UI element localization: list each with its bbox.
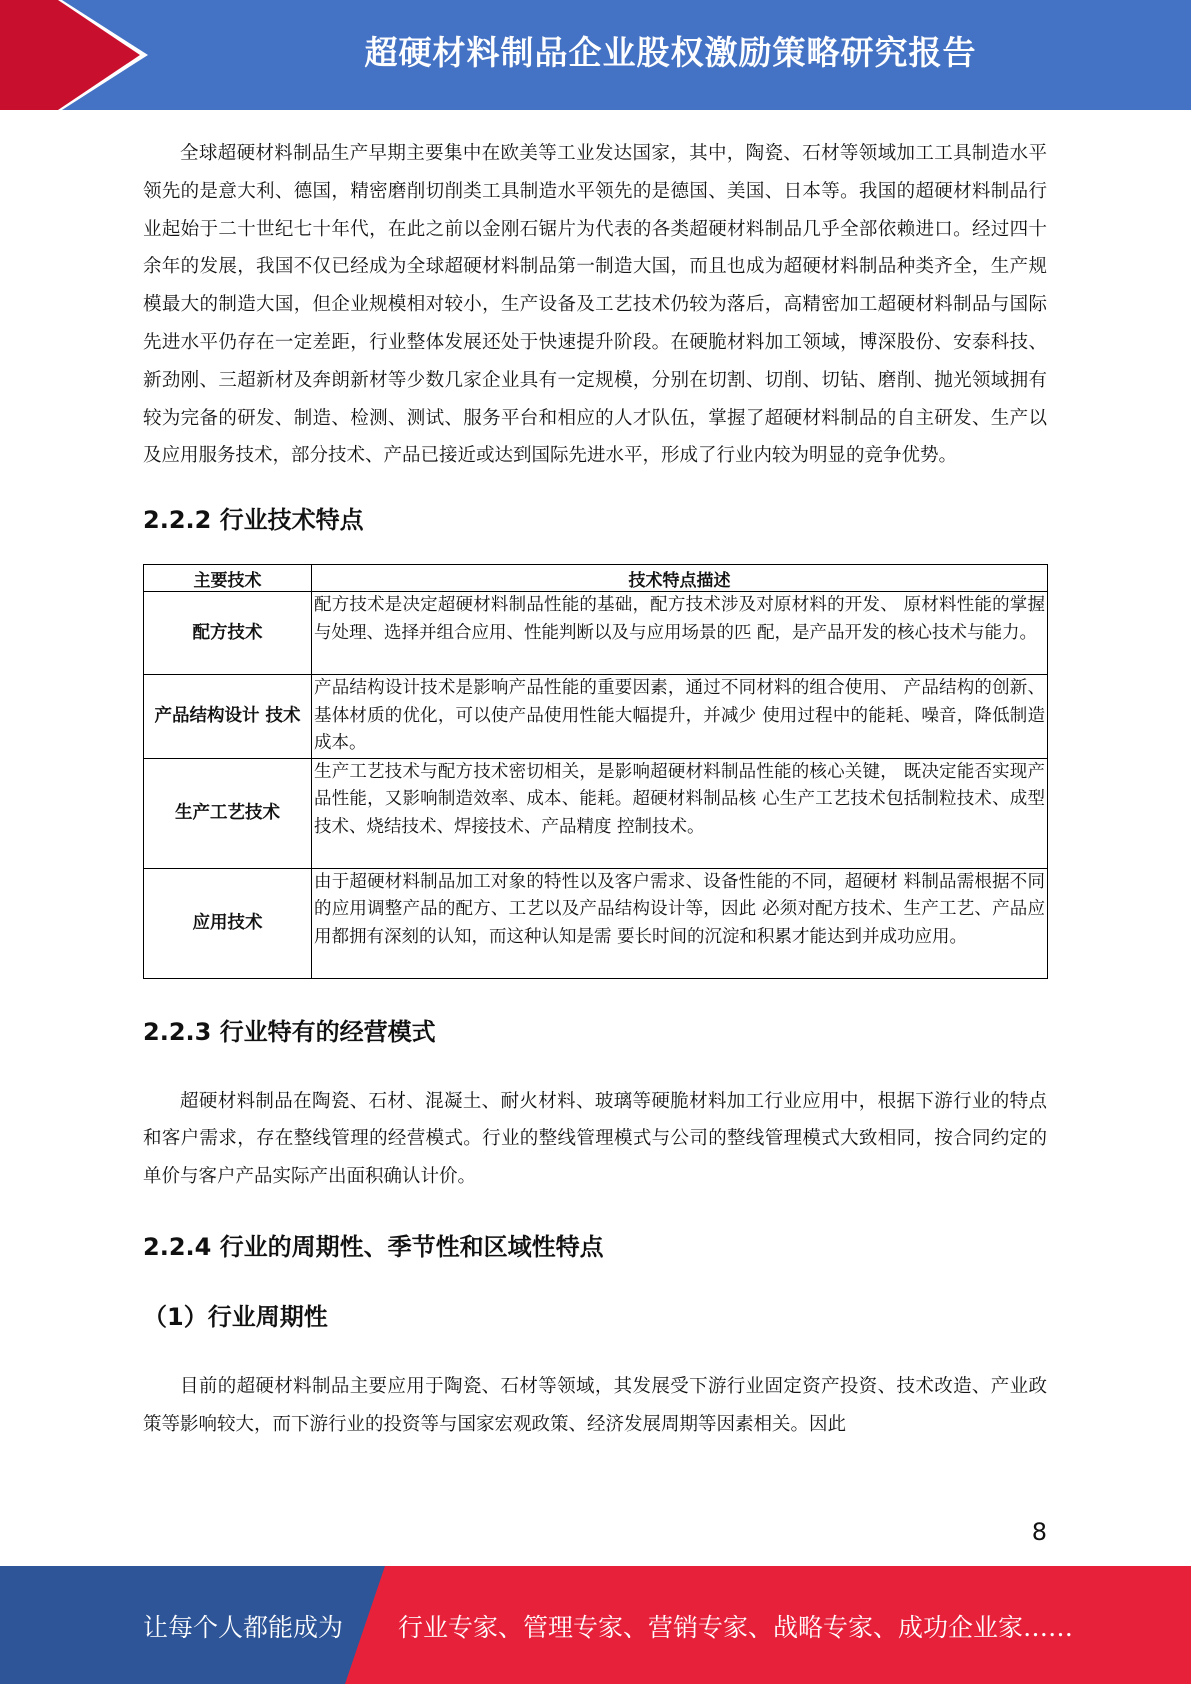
subsection-heading-cyclicality: （1）行业周期性 (143, 1303, 328, 1332)
footer-slogan-right: 行业专家、管理专家、营销专家、战略专家、成功企业家…… (398, 1613, 1074, 1642)
table-header-cell: 主要技术 (144, 565, 312, 592)
tech-name-cell: 产品结构设计 技术 (144, 675, 312, 759)
tech-desc-cell: 配方技术是决定超硬材料制品性能的基础，配方技术涉及对原材料的开发、 原材料性能的掌握与处理、选择并组合应用、性能判断以及与应用场景的匹 配，是产品开发的核心技术与能力。 (312, 592, 1048, 675)
tech-name-cell: 应用技术 (144, 868, 312, 978)
table-row (144, 868, 1048, 978)
tech-desc-cell: 产品结构设计技术是影响产品性能的重要因素，通过不同材料的组合使用、 产品结构的创新、基体材质的优化，可以使产品使用性能大幅提升，并减少 使用过程中的能耗、噪音，降低制造成本。 (312, 675, 1048, 759)
table-row (144, 592, 1048, 675)
section-heading-2-2-3: 2.2.3 行业特有的经营模式 (143, 1017, 436, 1046)
page-header (0, 0, 1191, 110)
table-header-cell: 技术特点描述 (312, 565, 1048, 592)
section-heading-2-2-2: 2.2.2 行业技术特点 (143, 506, 364, 535)
table-header-row (144, 565, 1048, 592)
page-content (143, 135, 1047, 1444)
footer-slogan-left: 让每个人都能成为 (143, 1613, 344, 1642)
page-number: 8 (1031, 1518, 1047, 1546)
tech-name-cell: 配方技术 (144, 592, 312, 675)
page-footer (0, 1566, 1191, 1684)
intro-paragraph: 全球超硬材料制品生产早期主要集中在欧美等工业发达国家，其中，陶瓷、石材等领域加工工具制造水平领先的是意大利、德国，精密磨削切削类工具制造水平领先的是德国、美国、日本等。我国的超硬材料制品行业起始于二十世纪七十年代，在此之前以金刚石锯片为代表的各类超硬材料制品几乎全部依赖进口。经过四十余年的发展，我国不仅已经成为全球超硬材料制品第一制造大国，而且也成为超硬材料制品种类齐全，生产规模最大的制造大国，但企业规模相对较小，生产设备及工艺技术仍较为落后，高精密加工超硬材料制品与国际先进水平仍存在一定差距，行业整体发展还处于快速提升阶段。在硬脆材料加工领域，博深股份、安泰科技、新劲刚、三超新材及奔朗新材等少数几家企业具有一定规模，分别在切割、切削、切钻、磨削、抛光领域拥有较为完备的研发、制造、检测、测试、服务平台和相应的人才队伍，掌握了超硬材料制品的自主研发、生产以及应用服务技术，部分技术、产品已接近或达到国际先进水平，形成了行业内较为明显的竞争优势。 (143, 143, 1047, 467)
report-title: 超硬材料制品企业股权激励策略研究报告 (364, 33, 977, 72)
tech-features-table (143, 564, 1048, 979)
tech-desc-cell: 由于超硬材料制品加工对象的特性以及客户需求、设备性能的不同，超硬材 料制品需根据不同的应用调整产品的配方、工艺以及产品结构设计等，因此 必须对配方技术、生产工艺、产品应用都拥有深刻的认知，而这种认知是需 要长时间的沉淀和积累才能达到并成功应用。 (312, 868, 1048, 978)
tech-name-cell: 生产工艺技术 (144, 758, 312, 868)
cyclicality-paragraph: 目前的超硬材料制品主要应用于陶瓷、石材等领域，其发展受下游行业固定资产投资、技术改造、产业政策等影响较大，而下游行业的投资等与国家宏观政策、经济发展周期等因素相关。因此 (143, 1376, 1047, 1435)
section-heading-2-2-4: 2.2.4 行业的周期性、季节性和区域性特点 (143, 1233, 604, 1262)
tech-desc-cell: 生产工艺技术与配方技术密切相关，是影响超硬材料制品性能的核心关键， 既决定能否实现产品性能，又影响制造效率、成本、能耗。超硬材料制品核 心生产工艺技术包括制粒技术、成型技术、烧结技术、焊接技术、产品精度 控制技术。 (312, 758, 1048, 868)
header-chevron-decoration (0, 0, 160, 110)
business-model-paragraph: 超硬材料制品在陶瓷、石材、混凝土、耐火材料、玻璃等硬脆材料加工行业应用中，根据下游行业的特点和客户需求，存在整线管理的经营模式。行业的整线管理模式与公司的整线管理模式大致相同，按合同约定的单价与客户产品实际产出面积确认计价。 (143, 1090, 1047, 1188)
table-row (144, 758, 1048, 868)
table-row (144, 675, 1048, 759)
